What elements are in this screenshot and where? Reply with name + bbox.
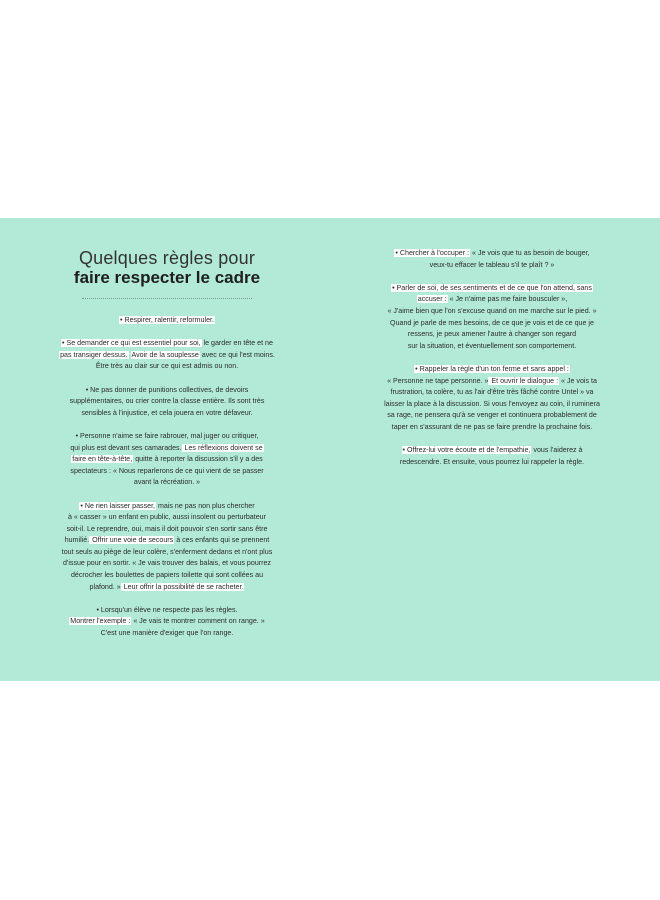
text: le garder en tête et ne [201, 339, 273, 348]
highlight: Et ouvrir le dialogue : [489, 376, 559, 385]
text: Être très au clair sur ce qui est admis ou non. [95, 362, 239, 371]
highlight: • Respirer, ralentir, reformuler. [120, 316, 214, 324]
text: décrocher les boulettes de papiers toilette qui sont collées au [70, 571, 264, 580]
text: veux-tu effacer le tableau s'il te plaît ? » [429, 260, 555, 269]
rule-paragraph-8 [380, 283, 604, 353]
rule-paragraph-2 [56, 338, 278, 373]
rule-paragraph-5 [56, 501, 278, 594]
dotted-divider [82, 298, 252, 299]
text: • Ne pas donner de punitions collectives, de devoirs [85, 385, 249, 394]
highlight: • Offrez-lui votre écoute et de l'empathie, [402, 446, 531, 455]
text: ressens, je peux amener l'autre à changer son regard [407, 330, 577, 339]
rule-paragraph-6 [56, 605, 278, 640]
text: tout seuls au piège de leur colère, s'enferment dedans et n'ont plus [61, 547, 273, 556]
rule-paragraph-10 [380, 445, 604, 468]
highlight: • Se demander ce qui est essentiel pour soi, [62, 339, 201, 348]
text: vous l'aiderez à [531, 446, 583, 455]
text: « Je vois que tu as besoin de bouger, [470, 249, 590, 257]
text: sensibles à l'injustice, et cela jouera en votre défaveur. [81, 408, 253, 417]
right-column [380, 248, 604, 480]
text: sur la situation, et éventuellement son comportement. [407, 341, 577, 350]
text: « J'aime bien que l'on s'excuse quand on me marche sur le pied. » [387, 306, 597, 315]
rule-paragraph-4 [56, 431, 278, 489]
text: C'est une manière d'exiger que l'on range. [100, 629, 234, 638]
text: d'issue pour en sortir. « Je vais trouver des balais, et vous pourrez [63, 559, 271, 568]
highlight: • Chercher à l'occuper : [395, 249, 470, 257]
text: laisser la place à la discussion. Si vous l'envoyez au coin, il ruminera [384, 399, 600, 408]
text: spectateurs : « Nous reparlerons de ce qui vient de se passer [70, 466, 264, 475]
text: quitte à reporter la discussion s'il y a des [133, 455, 263, 464]
highlight: pas transiger dessus. [60, 350, 128, 359]
rule-paragraph-3 [56, 385, 278, 420]
title-line-2: faire respecter le cadre [73, 268, 261, 287]
title-line-1: Quelques règles pour [78, 248, 256, 268]
rule-paragraph-9 [380, 364, 604, 434]
highlight: Avoir de la souplesse [131, 350, 199, 359]
highlight: • Ne rien laisser passer, [80, 501, 156, 510]
highlight: Leur offrir la possibilité de se racheter. [121, 582, 244, 591]
text: Quand je parle de mes besoins, de ce que je vois et de ce que je [390, 318, 594, 327]
text: soit-il. Le reprendre, oui, mais il doit pouvoir s'en sortir sans être [66, 524, 268, 533]
rule-paragraph-1 [56, 315, 278, 327]
rule-paragraph-7 [380, 248, 604, 271]
text: « Je vais te montrer comment on range. » [131, 617, 265, 626]
text: supplémentaires, ou crier contre la classe entière. Ils sont très [69, 397, 265, 406]
text: « Je n'aime pas me faire bousculer », [447, 295, 568, 304]
text: avant la récréation. » [133, 478, 201, 487]
highlight: Offrir une voie de secours [90, 536, 174, 545]
text: « Je vois ta [559, 376, 597, 385]
text: taper en s'assurant de ne pas se faire prendre la prochaine fois. [391, 422, 593, 431]
content-panel [0, 218, 660, 681]
highlight: Montrer l'exemple : [70, 617, 131, 626]
text: mais ne pas non plus chercher [156, 501, 255, 510]
highlight: faire en tête-à-tête, [72, 455, 133, 464]
text: à ces enfants qui se prennent [174, 536, 270, 545]
text: à « casser » un enfant en public, aussi insolent ou perturbateur [68, 513, 266, 522]
text: frustration, ta colère, tu as l'air d'être très fâché contre Untel » va [390, 388, 594, 397]
left-column [56, 248, 278, 651]
highlight: • Rappeler la règle d'un ton ferme et sans appel : [415, 364, 569, 373]
text: sa rage, ne pensera qu'à se venger et continuera probablement de [387, 411, 597, 420]
text: humilié. [64, 536, 90, 545]
highlight: Les réflexions doivent se [182, 443, 263, 452]
highlight: • Parler de soi, de ses sentiments et de ce que l'on attend, sans [392, 283, 592, 292]
text: qui plus est devant ses camarades. [70, 443, 182, 452]
text: redescendre. Et ensuite, vous pourrez lui rappeler la règle. [399, 457, 585, 466]
text: plafond. » [89, 582, 121, 591]
highlight: accuser : [417, 295, 447, 304]
text: avec ce qui l'est moins. [199, 350, 275, 359]
text: « Personne ne tape personne. » [387, 376, 489, 385]
text: • Personne n'aime se faire rabrouer, mal juger ou critiquer, [75, 431, 259, 440]
text: • Lorsqu'un élève ne respecte pas les règles. [96, 605, 238, 614]
